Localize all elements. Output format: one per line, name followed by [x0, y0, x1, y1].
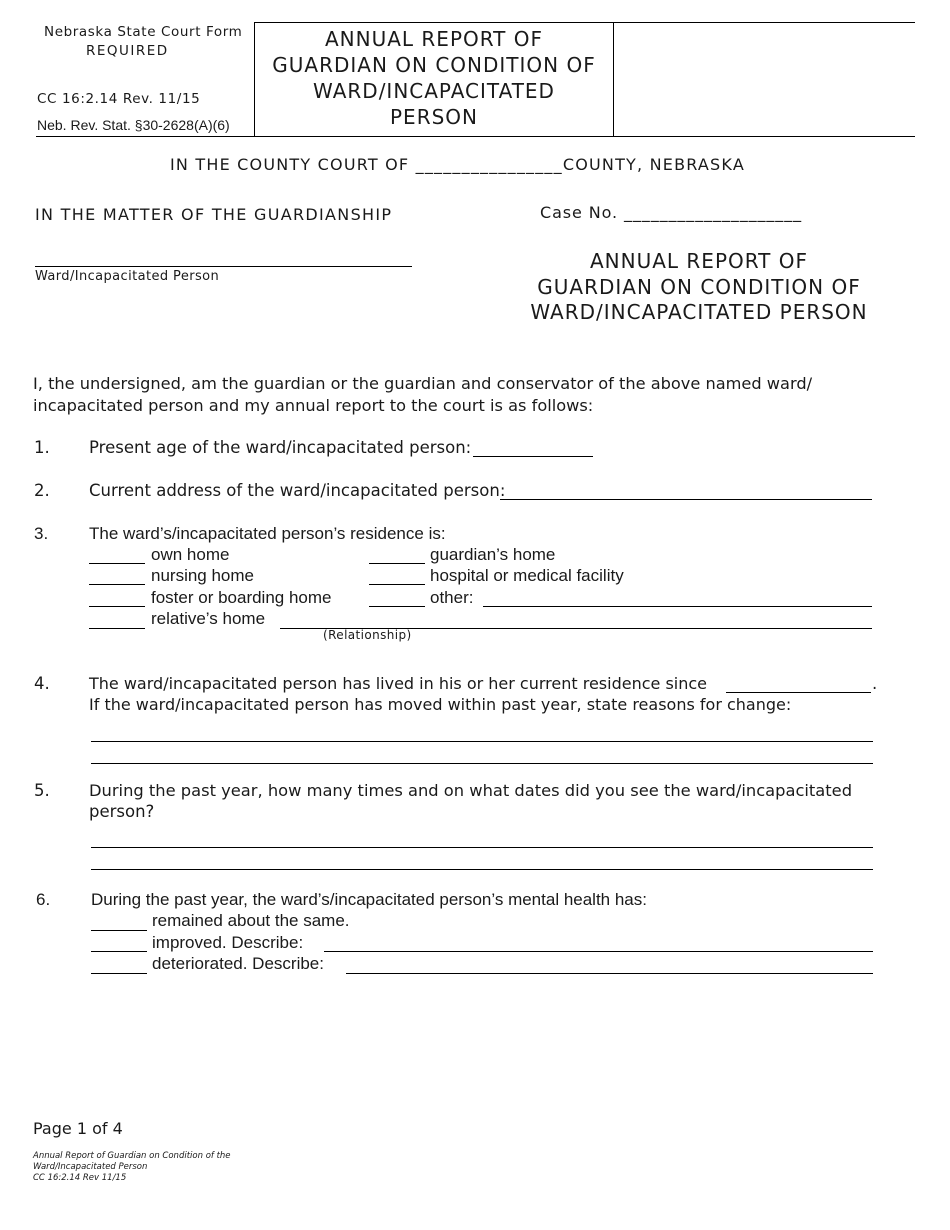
header-title-line: WARD/INCAPACITATED [313, 79, 555, 103]
q2-text: Current address of the ward/incapacitated person: [89, 481, 506, 500]
q1-number: 1. [34, 438, 50, 457]
q3-option-hospital: hospital or medical facility [430, 566, 624, 585]
matter-label: IN THE MATTER OF THE GUARDIANSHIP [35, 205, 393, 224]
q1-age-field[interactable] [473, 456, 593, 457]
page-number: Page 1 of 4 [33, 1119, 123, 1138]
q3-option-foster-home: foster or boarding home [151, 588, 332, 607]
header-title [256, 26, 612, 130]
q5-answer-line-2[interactable] [91, 869, 873, 870]
q3-option-relatives-home: relative’s home [151, 609, 266, 628]
q6-check-improved[interactable] [91, 951, 147, 952]
header-title-line: ANNUAL REPORT OF [324, 27, 544, 51]
q2-address-field[interactable] [500, 499, 872, 500]
q6-check-same[interactable] [91, 930, 147, 931]
q4-reason-line-2[interactable] [91, 763, 873, 764]
caption-title-line: ANNUAL REPORT OF [589, 249, 809, 273]
q3-check-own-home[interactable] [89, 563, 145, 564]
caption-title [498, 249, 900, 326]
required-label: REQUIRED [86, 43, 169, 59]
footer-line: Ward/Incapacitated Person [33, 1162, 148, 1172]
statute-reference: Neb. Rev. Stat. §30-2628(A)(6) [37, 117, 230, 133]
q3-option-guardians-home: guardian’s home [430, 545, 556, 564]
q6-number: 6. [36, 890, 51, 909]
header-title-line: GUARDIAN ON CONDITION OF [272, 53, 596, 77]
q5-answer-line-1[interactable] [91, 847, 873, 848]
footer-line: CC 16:2.14 Rev 11/15 [33, 1173, 127, 1183]
q6-deteriorated-field[interactable] [346, 973, 873, 974]
q3-text: The ward’s/incapacitated person’s residence is: [89, 524, 446, 543]
court-prefix: IN THE COUNTY COURT OF ________________ [170, 155, 563, 174]
case-number: Case No. ____________________ [540, 203, 802, 222]
intro-line-1: I, the undersigned, am the guardian or the guardian and conservator of the above named ward/ [33, 374, 813, 393]
q3-option-own-home: own home [151, 545, 230, 564]
ward-label: Ward/Incapacitated Person [35, 269, 220, 284]
q3-relationship-label: (Relationship) [323, 628, 412, 642]
q6-option-deteriorated: deteriorated. Describe: [152, 954, 324, 973]
intro-line-2: incapacitated person and my annual report to the court is as follows: [33, 396, 594, 415]
court-suffix: COUNTY, NEBRASKA [562, 155, 745, 174]
q4-reason-line-1[interactable] [91, 741, 873, 742]
q2-number: 2. [34, 481, 50, 500]
header-divider-left [254, 22, 255, 136]
footer-form-id [33, 1151, 231, 1184]
q3-check-foster-home[interactable] [89, 606, 145, 607]
q4-text: The ward/incapacitated person has lived in his or her current residence since [89, 674, 708, 693]
q3-check-relatives-home[interactable] [89, 628, 145, 629]
ward-name-line[interactable] [35, 266, 412, 267]
header-bottom-rule [36, 136, 915, 137]
q6-improved-field[interactable] [324, 951, 873, 952]
q5-text: During the past year, how many times and on what dates did you see the ward/incapacitated [89, 781, 853, 800]
q6-option-improved: improved. Describe: [152, 933, 304, 952]
q3-option-nursing-home: nursing home [151, 566, 255, 585]
caption-title-line: WARD/INCAPACITATED PERSON [530, 300, 868, 324]
q4-period: . [872, 674, 878, 693]
q4-since-field[interactable] [726, 692, 871, 693]
q3-other-field[interactable] [483, 606, 872, 607]
header-top-rule [254, 22, 915, 23]
q6-text: During the past year, the ward’s/incapacitated person’s mental health has: [91, 890, 647, 909]
q3-number: 3. [34, 524, 49, 543]
q4-text-2: If the ward/incapacitated person has moved within past year, state reasons for change: [89, 695, 792, 714]
q3-check-nursing-home[interactable] [89, 584, 145, 585]
q4-number: 4. [34, 674, 50, 693]
q5-number: 5. [34, 781, 50, 800]
header-divider-right [613, 22, 614, 136]
q3-check-hospital[interactable] [369, 584, 425, 585]
q3-check-guardians-home[interactable] [369, 563, 425, 564]
q3-option-other: other: [430, 588, 474, 607]
footer-line: Annual Report of Guardian on Condition of the [33, 1151, 231, 1161]
q6-check-deteriorated[interactable] [91, 973, 147, 974]
q5-text-2: person? [89, 802, 155, 821]
form-label: Nebraska State Court Form [44, 24, 243, 40]
court-line [170, 155, 745, 174]
q3-check-other[interactable] [369, 606, 425, 607]
q6-option-same: remained about the same. [152, 911, 350, 930]
q1-text: Present age of the ward/incapacitated person: [89, 438, 472, 457]
form-number: CC 16:2.14 Rev. 11/15 [37, 91, 201, 107]
header-title-line: PERSON [390, 105, 478, 129]
caption-title-line: GUARDIAN ON CONDITION OF [537, 274, 861, 299]
